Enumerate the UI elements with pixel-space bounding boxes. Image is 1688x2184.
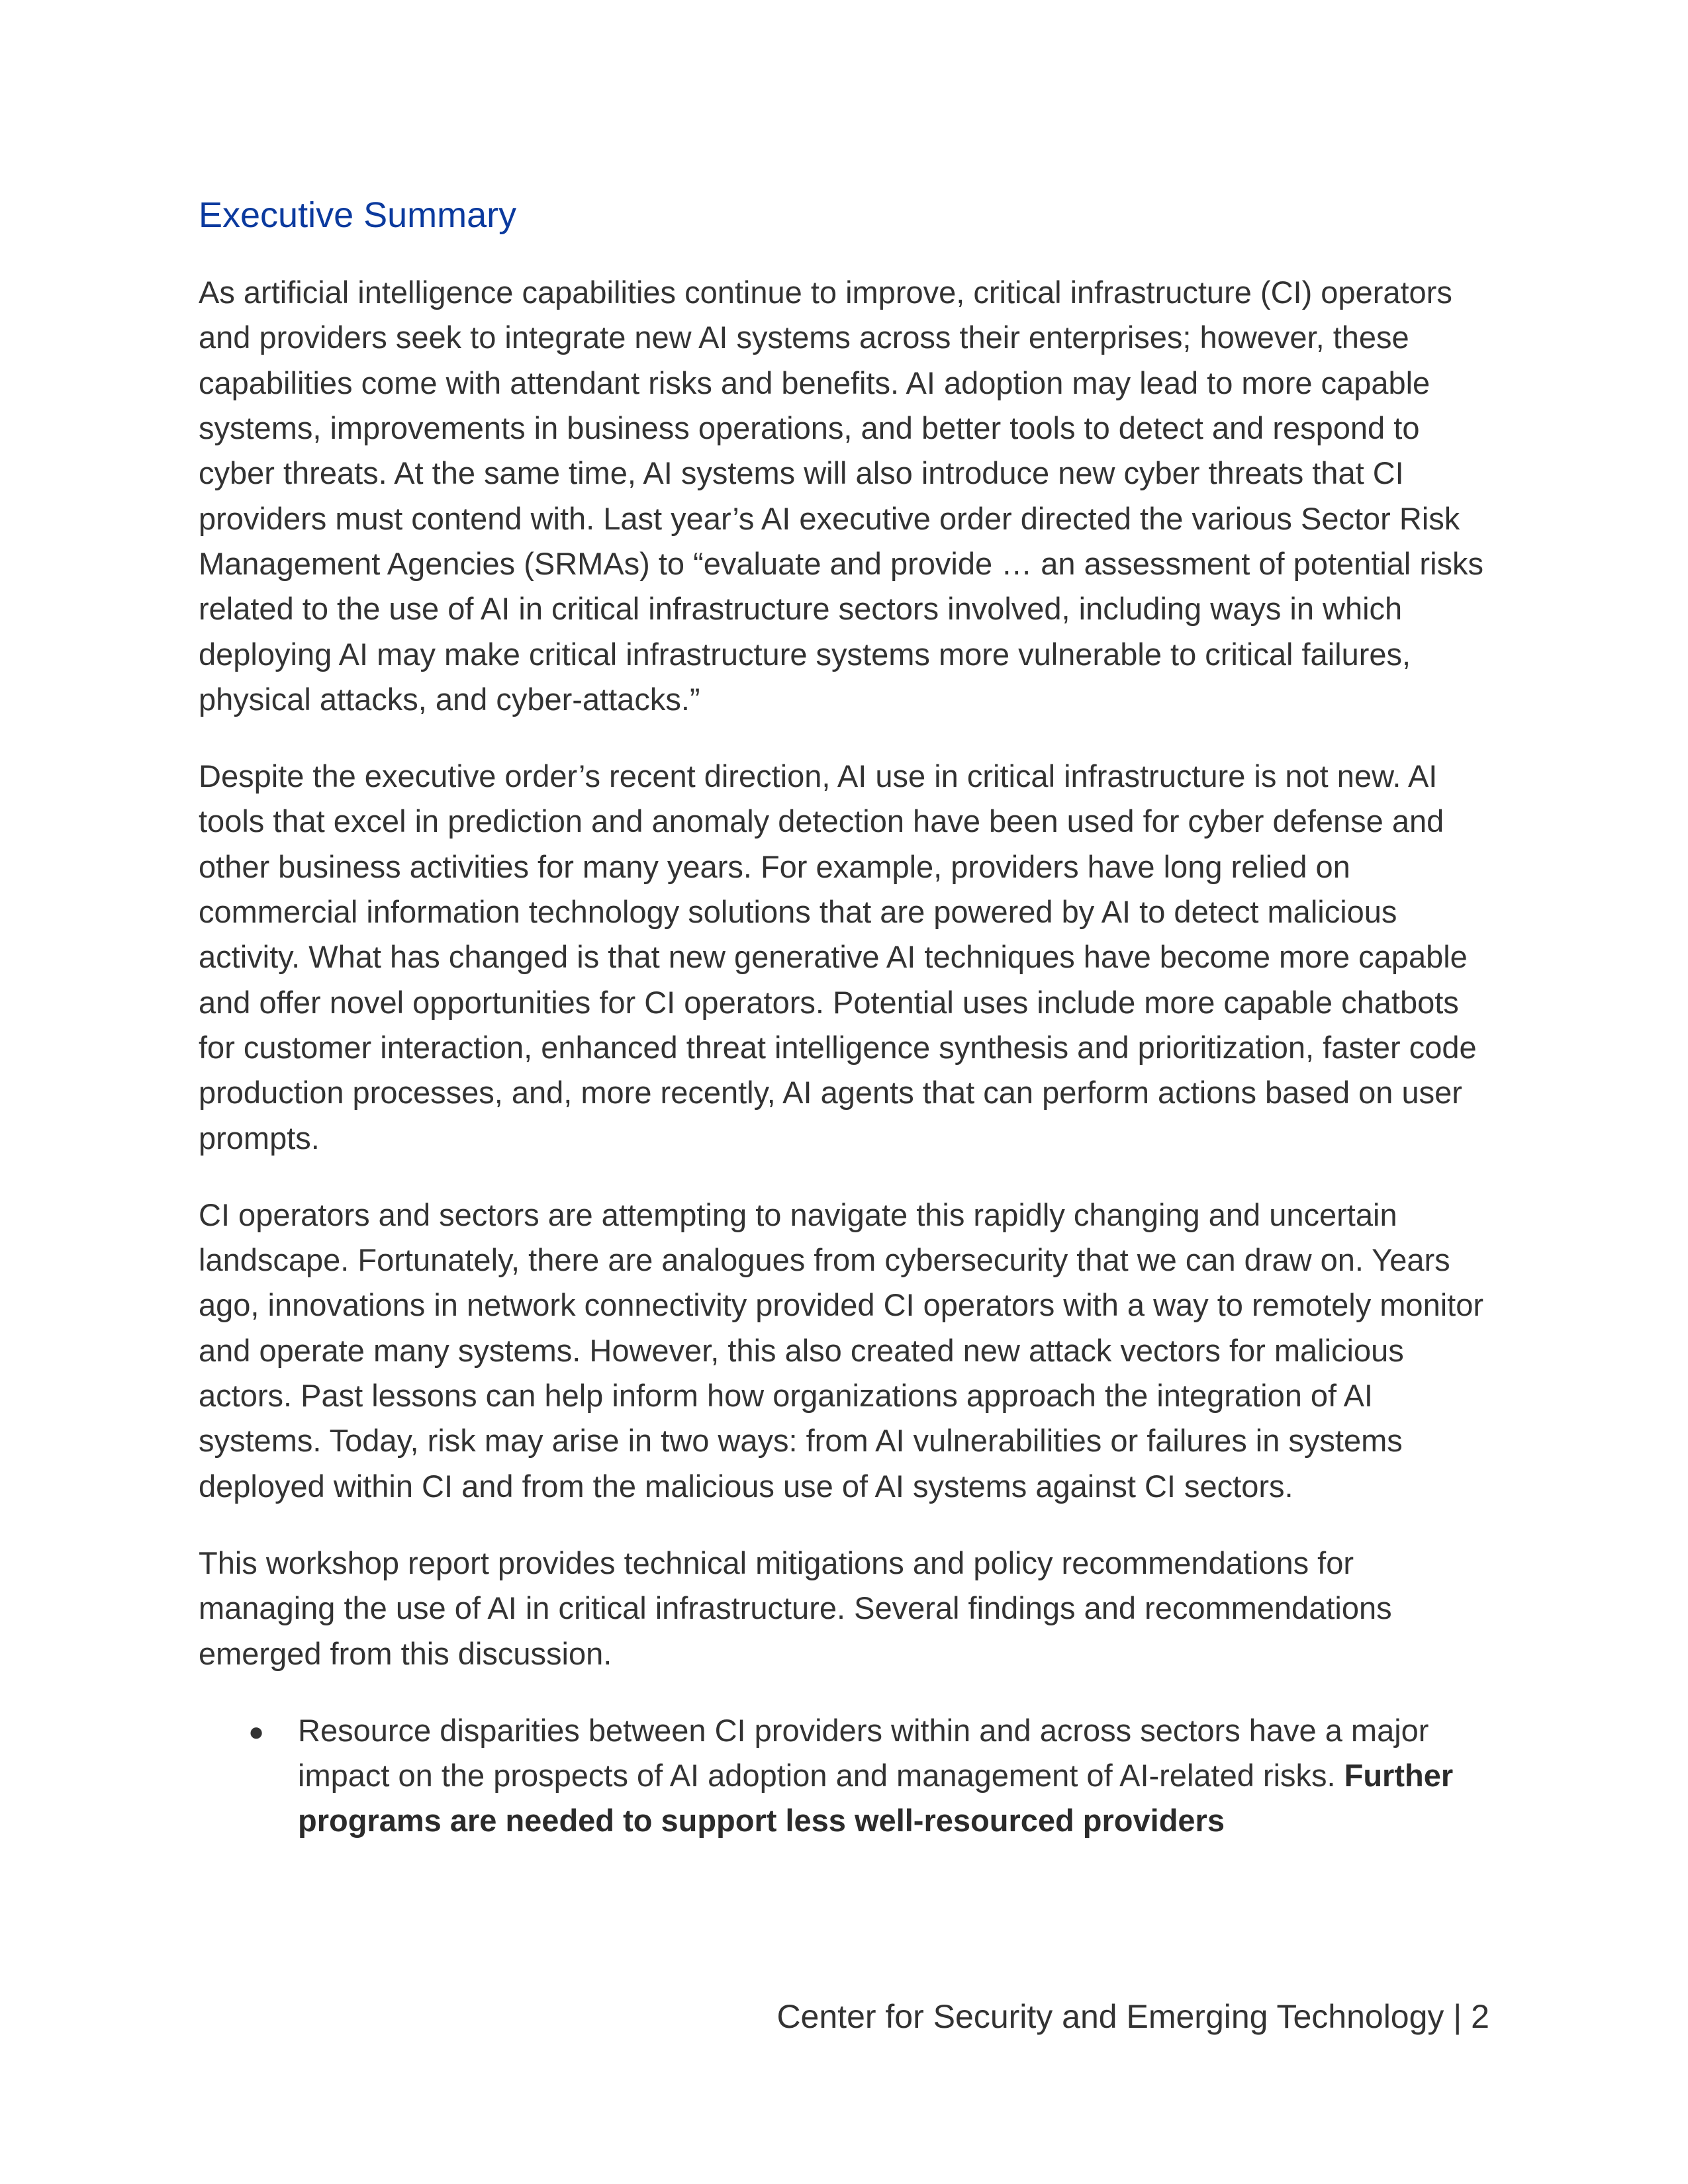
page-footer: Center for Security and Emerging Technology | 2 <box>776 1998 1489 2035</box>
section-heading: Executive Summary <box>199 195 517 235</box>
bullet-bold-text: Further programs are needed to support less well-resourced providers <box>298 1758 1454 1839</box>
bullet-icon: ● <box>248 1717 265 1747</box>
paragraph-2: Despite the executive order’s recent direction, AI use in critical infrastructure is not new. AI tools that excel in prediction and anomaly detection have been used for cyber defense and other business activities for many years. For example, providers have long relied on commercial information technology solutions that are powered by AI to detect malicious activity. What has changed is that new generative AI techniques have become more capable and offer novel opportunities for CI operators. Potential uses include more capable chatbots for customer interaction, enhanced threat intelligence synthesis and prioritization, faster code production processes, and, more recently, AI agents that can perform actions based on user prompts. <box>199 758 1477 1156</box>
document-page <box>199 192 1489 1844</box>
bullet-text: Resource disparities between CI providers within and across sectors have a major impact on the prospects of AI adoption and management of AI-related risks. <box>298 1712 1429 1794</box>
list-item <box>199 1708 1489 1844</box>
findings-list <box>199 1708 1489 1844</box>
paragraph-4: This workshop report provides technical mitigations and policy recommendations for managing the use of AI in critical infrastructure. Several findings and recommendations emerged from this discussion. <box>199 1545 1392 1671</box>
paragraph-1: As artificial intelligence capabilities continue to improve, critical infrastructure (CI) operators and providers seek to integrate new AI systems across their enterprises; however, these capabilities come with attendant risks and benefits. AI adoption may lead to more capable systems, improvements in business operations, and better tools to detect and respond to cyber threats. At the same time, AI systems will also introduce new cyber threats that CI providers must contend with. Last year’s AI executive order directed the various Sector Risk Management Agencies (SRMAs) to “evaluate and provide … an assessment of potential risks related to the use of AI in critical infrastructure sectors involved, including ways in which deploying AI may make critical infrastructure systems more vulnerable to critical failures, physical attacks, and cyber-attacks.” <box>199 275 1484 717</box>
paragraph-3: CI operators and sectors are attempting to navigate this rapidly changing and uncertain landscape. Fortunately, there are analogues from cybersecurity that we can draw on. Years ago, innovations in network connectivity provided CI operators with a way to remotely monitor and operate many systems. However, this also created new attack vectors for malicious actors. Past lessons can help inform how organizations approach the integration of AI systems. Today, risk may arise in two ways: from AI vulnerabilities or failures in systems deployed within CI and from the malicious use of AI systems against CI sectors. <box>199 1197 1483 1504</box>
